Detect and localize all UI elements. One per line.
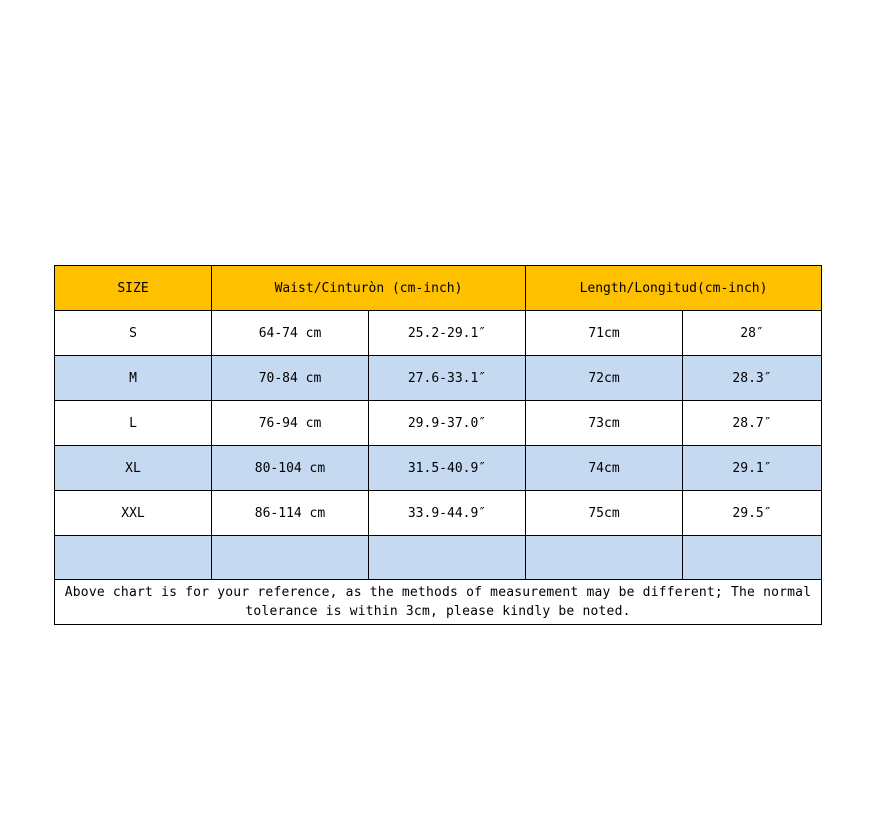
cell-waist-inch: 33.9-44.9″ — [369, 491, 526, 536]
cell-waist-inch: 25.2-29.1″ — [369, 311, 526, 356]
cell-length-inch: 28″ — [683, 311, 822, 356]
size-chart-table — [54, 265, 822, 625]
cell-empty — [369, 536, 526, 580]
cell-length-inch: 29.1″ — [683, 446, 822, 491]
cell-waist-cm: 80-104 cm — [212, 446, 369, 491]
cell-waist-cm: 64-74 cm — [212, 311, 369, 356]
cell-size: S — [55, 311, 212, 356]
cell-empty — [55, 536, 212, 580]
header-size: SIZE — [55, 266, 212, 311]
cell-waist-cm: 76-94 cm — [212, 401, 369, 446]
measurement-note: Above chart is for your reference, as the methods of measurement may be different; The normal tolerance is within 3cm, please kindly be noted. — [55, 580, 822, 625]
cell-waist-cm: 86-114 cm — [212, 491, 369, 536]
cell-length-inch: 29.5″ — [683, 491, 822, 536]
table-header-row — [55, 266, 822, 311]
header-waist: Waist/Cinturòn (cm-inch) — [212, 266, 526, 311]
cell-size: XXL — [55, 491, 212, 536]
table-row — [55, 356, 822, 401]
table-row-empty — [55, 536, 822, 580]
cell-length-cm: 71cm — [526, 311, 683, 356]
cell-length-cm: 74cm — [526, 446, 683, 491]
cell-length-inch: 28.3″ — [683, 356, 822, 401]
cell-size: M — [55, 356, 212, 401]
table-row — [55, 446, 822, 491]
table-row — [55, 491, 822, 536]
cell-size: XL — [55, 446, 212, 491]
cell-waist-inch: 31.5-40.9″ — [369, 446, 526, 491]
cell-empty — [526, 536, 683, 580]
cell-waist-cm: 70-84 cm — [212, 356, 369, 401]
cell-empty — [212, 536, 369, 580]
cell-empty — [683, 536, 822, 580]
note-row — [55, 580, 822, 625]
cell-waist-inch: 27.6-33.1″ — [369, 356, 526, 401]
cell-length-cm: 75cm — [526, 491, 683, 536]
cell-waist-inch: 29.9-37.0″ — [369, 401, 526, 446]
cell-length-cm: 73cm — [526, 401, 683, 446]
header-length: Length/Longitud(cm-inch) — [526, 266, 822, 311]
cell-size: L — [55, 401, 212, 446]
table-row — [55, 401, 822, 446]
table-row — [55, 311, 822, 356]
cell-length-inch: 28.7″ — [683, 401, 822, 446]
cell-length-cm: 72cm — [526, 356, 683, 401]
